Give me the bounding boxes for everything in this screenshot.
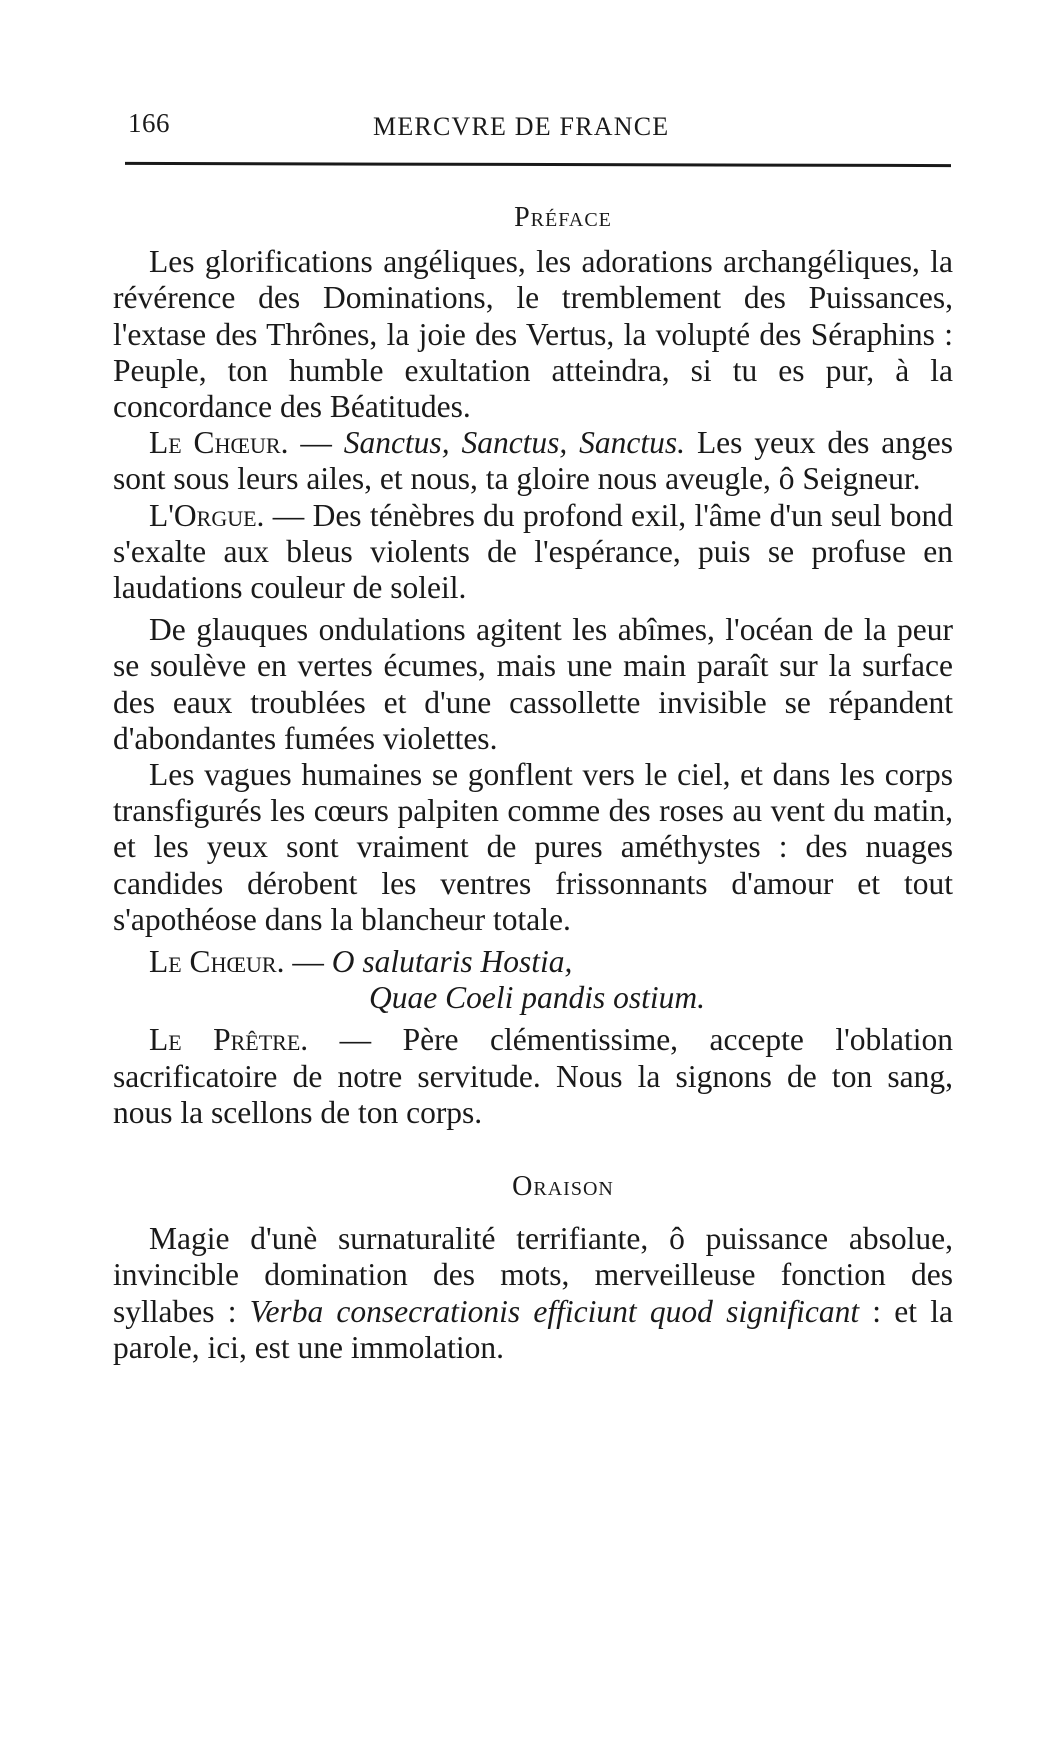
choeur-1-paragraph [113,425,953,497]
oraison-paragraph [113,1221,953,1366]
pretre-paragraph [113,1022,953,1131]
page-number: 166 [128,108,170,138]
preface-heading: Préface [514,202,612,233]
choeur-1-speaker: Le Chœur. [149,425,289,461]
vagues-paragraph: Les vagues humaines se gonflent vers le ciel, et dans les corps transfigurés les cœurs palpiten comme des roses au vent du matin, et les yeux sont vraiment de pures améthystes : des nuages candides dérobent les ventres frissonnants d'amour et tout s'apothéose dans la blancheur totale. [113,757,953,937]
choeur-1-text: Les yeux des anges sont sous leurs ailes, et nous, ta gloire nous aveugle, ô Seigneur. [113,425,953,497]
orgue-paragraph [113,498,953,607]
choeur-1-dash: — [288,425,344,461]
pretre-speaker: Le Prêtre. [149,1022,309,1058]
page-header [118,108,948,148]
oraison-heading: Oraison [512,1171,614,1203]
oraison-text-after: : et la parole, ici, est une immolation. [113,1293,953,1365]
choeur-2-line-2: Quae Coeli pandis ostium. [369,980,705,1016]
choeur-2-speaker: Le Chœur. [149,944,285,980]
body-text [113,200,953,1366]
preface-paragraph-1: Les glorifications angéliques, les adorations archangéliques, la révérence des Dominations, le tremblement des Puissances, l'extase des Thrônes, la joie des Vertus, la volupté des Séraphins : Peuple, ton humble exultation atteindra, si tu es pur, à la concordance des Béatitudes. [113,244,953,425]
orgue-text: — Des ténèbres du profond exil, l'âme d'un seul bond s'exalte aux bleus violents de l'espérance, puis se profuse en laudations couleur de soleil. [113,497,953,606]
running-title: MERCVRE DE FRANCE [373,112,670,141]
choeur-2-line-1: O salutaris Hostia, [331,944,573,980]
oraison-latin: Verba consecrationis efficiunt quod significant [249,1293,860,1329]
glauques-paragraph: De glauques ondulations agitent les abîmes, l'océan de la peur se soulève en vertes écumes, mais une main paraît sur la surface des eaux troublées et d'une cassollette invisible se répandent d'abondantes fumées violettes. [113,612,953,756]
orgue-speaker: L'Orgue. [149,497,265,533]
header-rule [125,162,951,167]
choeur-2-verse [113,944,953,1016]
choeur-2-dash: — [284,944,332,980]
choeur-1-latin: Sanctus, Sanctus, Sanctus. [343,425,686,461]
oraison-text-before: Magie d'unè surnaturalité terrifiante, ô puissance absolue, invincible domination des mots, merveilleuse fonction des syllabes : [113,1221,953,1329]
pretre-text: — Père clémentissime, accepte l'oblation sacrificatoire de notre servitude. Nous la signons de ton sang, nous la scellons de ton corps. [113,1022,953,1130]
